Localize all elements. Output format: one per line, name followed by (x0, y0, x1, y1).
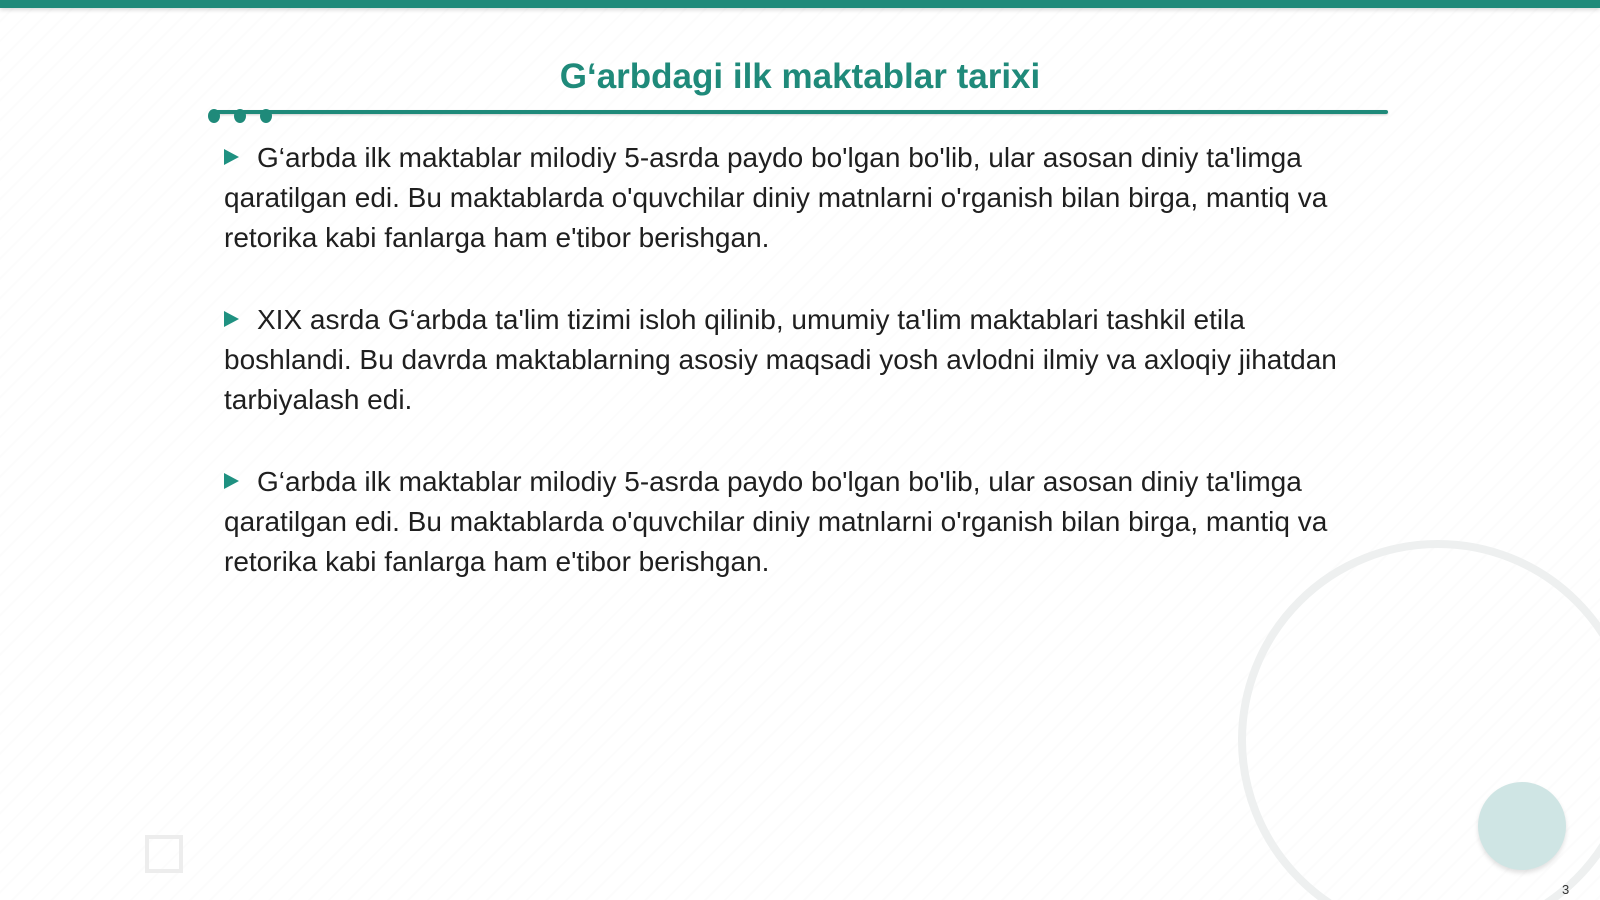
bullet-text: XIX asrda G‘arbda ta'lim tizimi isloh qilinib, umumiy ta'lim maktablari tashkil etila boshlandi. Bu davrda maktablarning asosiy maqsadi yosh avlodni ilmiy va axloqiy jihatdan tarbiyalash edi. (224, 304, 1337, 415)
triangle-right-icon (224, 149, 239, 165)
triangle-right-icon (224, 311, 239, 327)
title-underline (212, 110, 1388, 114)
bullet-item (224, 300, 1354, 420)
underline-dot-icon (208, 109, 220, 123)
decorative-square (145, 835, 183, 873)
bullet-text: G‘arbda ilk maktablar milodiy 5-asrda paydo bo'lgan bo'lib, ular asosan diniy ta'limga qaratilgan edi. Bu maktablarda o'quvchilar diniy matnlarni o'rganish bilan birga, mantiq va retorika kabi fanlarga ham e'tibor berishgan. (224, 142, 1328, 253)
bullet-list (224, 138, 1354, 624)
bullet-text: G‘arbda ilk maktablar milodiy 5-asrda paydo bo'lgan bo'lib, ular asosan diniy ta'limga qaratilgan edi. Bu maktablarda o'quvchilar diniy matnlarni o'rganish bilan birga, mantiq va retorika kabi fanlarga ham e'tibor berishgan. (224, 466, 1328, 577)
decorative-circle (1478, 782, 1566, 870)
triangle-right-icon (224, 473, 239, 489)
bullet-item (224, 462, 1354, 582)
underline-dot-icon (234, 109, 246, 123)
underline-dot-icon (260, 109, 272, 123)
slide-title: G‘arbdagi ilk maktablar tarixi (559, 57, 1041, 96)
page-number: 3 (1562, 882, 1570, 897)
top-accent-bar (0, 0, 1600, 8)
bullet-item (224, 138, 1354, 258)
